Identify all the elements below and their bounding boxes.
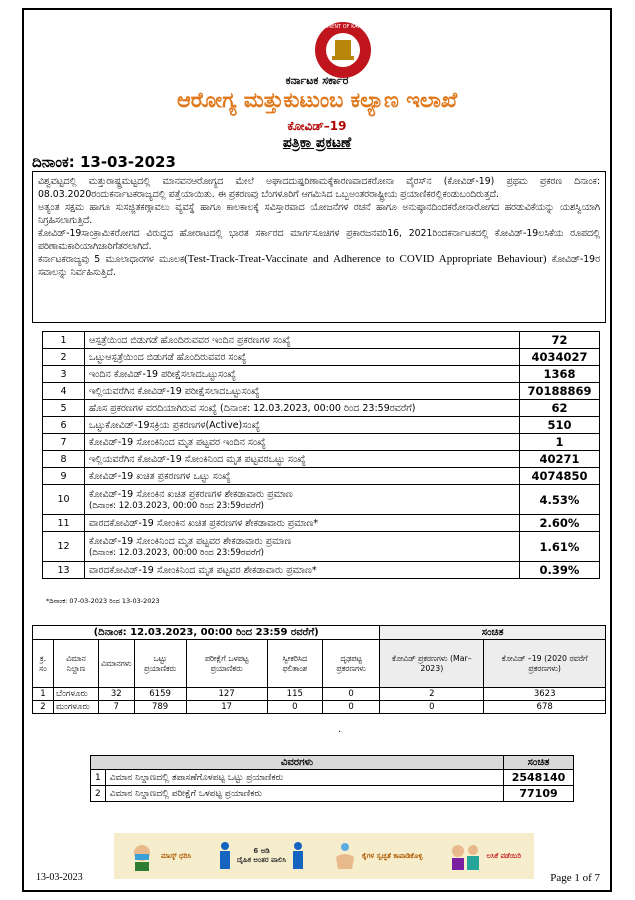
- page-number: Page 1 of 7: [550, 872, 600, 884]
- summary-row: [91, 770, 574, 786]
- stats-label: ಕೋವಿಡ್-19 ಸೋಂಕಿನಿಂದ ಮೃತ ಪಟ್ಟವರ ಇಂದಿನ ಸಂಖ್ಯೆ: [89, 436, 266, 448]
- person-icon: [217, 841, 233, 871]
- stats-label: ವಾರದಕೋವಿಡ್-19 ಸೋಂಕಿನಿಂದ ಮೃತ ಪಟ್ಟವರ ಶೇಕಡಾವಾರು ಪ್ರಮಾಣ*: [89, 564, 317, 576]
- stats-label: ಇಲ್ಲಿಯವರೆಗಿನ ಕೋವಿಡ್-19 ಸೋಂಕಿನಿಂದ ಮೃತ ಪಟ್ಟವರಒಟ್ಟು ಸಂಖ್ಯೆ: [89, 453, 306, 465]
- stats-row: [43, 349, 600, 366]
- stats-row: [43, 383, 600, 400]
- stats-value: 70188869: [520, 383, 600, 400]
- department-title: ಆರೋಗ್ಯ ಮತ್ತುಕುಟುಂಬ ಕಲ್ಯಾಣ ಇಲಾಖೆ: [176, 88, 458, 112]
- stats-no: 9: [43, 468, 85, 485]
- summary-label: ವಿಮಾನ ನಿಲ್ದಾಣದಲ್ಲಿ ಪರೀಕ್ಷೆಗೆ ಒಳಪಟ್ಟ ಪ್ರಯಾಣಿಕರು: [105, 786, 503, 802]
- banner-mask-text: ಮಾಸ್ಕ್ ಧರಿಸಿ: [160, 851, 192, 860]
- stats-value: 4034027: [520, 349, 600, 366]
- summary-value: 77109: [504, 786, 574, 802]
- banner-vaccine: [448, 841, 521, 871]
- airport-col-header: ವಿಮಾನ ನಿಲ್ದಾಣ: [53, 640, 98, 688]
- stats-row: [43, 434, 600, 451]
- stats-no: 3: [43, 366, 85, 383]
- airport-col-header: ದೃಢಪಟ್ಟ ಪ್ರಕರಣಗಳು: [322, 640, 379, 688]
- stats-value: 2.60%: [520, 515, 600, 532]
- intro-paragraph-1: ವಿಶ್ವವಟ್ಟದಲ್ಲಿ ಮತ್ತುರಾಷ್ಟ್ರಮಟ್ಟದಲ್ಲಿ ಮಾನವನಆರೋಗ್ಯದ ಮೇಲೆ ಅಘಾದದುಷ್ಪರಿಣಾಮಕ್ಕೆಕಾರಣವಾದಕರೋನಾ ವೈರಸ್‌ನ (ಕೋವಿಡ್-19) ಪ್ರಥಮ ಪ್ರಕರಣ ದಿನಾಂಕ: 08.03.2020ರಂದುಕರ್ನಾಟಕರಾಜ್ಯದಲ್ಲಿ ಪತ್ತೆಯಾಯಿತು. ಈ ಪ್ರಕರಣವು ಬೆಂಗಳೂರಿಗೆ ಆಗಮಿಸಿದ ಒಬ್ಬಅಂತರರಾಷ್ಟ್ರೀಯ ಪ್ರಯಾಣಿಕರಲ್ಲಿಕಂಡುಬಂದಿರುತ್ತದೆ.: [38, 176, 600, 200]
- stats-no: 11: [43, 515, 85, 532]
- airport-cell: 789: [134, 701, 186, 714]
- stats-label: ಒಟ್ಟುಆಸ್ಪತ್ರೆಯಿಂದ ಬಿಡುಗಡೆ ಹೊಂದಿರುವವರ ಸಂಖ್ಯೆ: [89, 351, 247, 363]
- stats-row: [43, 532, 600, 562]
- stats-label: ಕೋವಿಡ್-19 ಸೋಂಕಿನಿಂದ ಮೃತ ಪಟ್ಟವರ ಶೇಕಡಾವಾರು ಪ್ರಮಾಣ: [89, 535, 292, 547]
- banner-mask: [127, 841, 191, 871]
- airport-col-header: ಒಟ್ಟು ಪ್ರಯಾಣಿಕರು: [134, 640, 186, 688]
- airport-col-header: ಕೋವಿಡ್ –19 (2020 ರವರೆಗೆ ಪ್ರಕರಣಗಳು): [484, 640, 606, 688]
- airport-col-header: ಸ್ವೀಕರಿಸಿದ ಫಲಿತಾಂಶ: [267, 640, 322, 688]
- stats-no: 1: [43, 332, 85, 349]
- airport-cell: 1: [33, 688, 54, 701]
- svg-text:GOVERNMENT OF KARNATAKA: GOVERNMENT OF KARNATAKA: [305, 24, 381, 30]
- karnataka-emblem-icon: [305, 20, 381, 80]
- stats-label-cell: [85, 332, 520, 349]
- airport-cell: 3623: [484, 688, 606, 701]
- intro-paragraph-2: ಅತ್ಯಂತ ಸಕ್ಷಮ ಹಾಗೂ ಸುಸಜ್ಜಿತಕಣ್ಗಾವಲು ವ್ಯವಸ್ಥೆ ಹಾಗೂ ಕಾಲಕಾಲಕ್ಕೆ ಸವಿಸ್ತಾರವಾದ ಯೋಜನೆಗಳ ರಚನೆ ಹಾಗೂ ಅನುಷ್ಠಾನದಿಂದಕರೋನಾರೋಗದ ಹರಡುವಿಕೆಯನ್ನು ಯಶಸ್ವಿಯಾಗಿ ನಿಗ್ರಹಿಸಲಾಗುತ್ತಿದೆ.: [38, 202, 600, 226]
- airport-cell: 0: [267, 701, 322, 714]
- stats-label: ಕೋವಿಡ್-19 ಖಚಿತ ಪ್ರಕರಣಗಳ ಒಟ್ಟು ಸಂಖ್ಯೆ: [89, 470, 231, 482]
- stats-no: 13: [43, 562, 85, 579]
- stats-label-cell: [85, 562, 520, 579]
- stats-value: 4074850: [520, 468, 600, 485]
- airport-cell: ಮಂಗಳೂರು: [53, 701, 98, 714]
- banner-hands: [332, 841, 423, 871]
- airport-cell: 678: [484, 701, 606, 714]
- stats-value: 4.53%: [520, 485, 600, 515]
- covid-label: ಕೋವಿಡ್–19: [287, 119, 347, 133]
- safety-banner: [114, 833, 534, 879]
- stats-no: 6: [43, 417, 85, 434]
- summary-table: [90, 755, 574, 802]
- stats-value: 1368: [520, 366, 600, 383]
- stats-no: 5: [43, 400, 85, 417]
- separator-dot: .: [338, 724, 342, 735]
- airport-row: [33, 688, 606, 701]
- stats-row: [43, 451, 600, 468]
- airport-col-header: ಕೋವಿಡ್ ಪ್ರಕರಣಗಳು (Mar–2023): [380, 640, 484, 688]
- person-icon: [290, 841, 306, 871]
- stats-value: 1.61%: [520, 532, 600, 562]
- airport-cell: 115: [267, 688, 322, 701]
- press-release-page: [22, 8, 612, 892]
- stats-no: 8: [43, 451, 85, 468]
- stats-label: ಹೊಸ ಪ್ರಕರಣಗಳ ವರದಿಯಾಗಿರುವ ಸಂಖ್ಯೆ (ದಿನಾಂಕ: 12.03.2023, 00:00 ರಿಂದ 23:59ರವರೆಗೆ): [89, 402, 416, 414]
- airport-table: [32, 625, 606, 714]
- summary-row: [91, 786, 574, 802]
- banner-distance-value: 6 ಅಡಿ: [253, 847, 270, 855]
- stats-row: [43, 332, 600, 349]
- stats-label-cell: [85, 417, 520, 434]
- stats-row: [43, 400, 600, 417]
- stats-row: [43, 515, 600, 532]
- airport-col-header: ಕ್ರ. ಸಂ: [33, 640, 54, 688]
- airport-cell: 0: [380, 701, 484, 714]
- airport-cumulative-header: ಸಂಚಿತ: [380, 626, 606, 640]
- summary-label: ವಿಮಾನ ನಿಲ್ದಾಣದಲ್ಲಿ ತಪಾಸಣೆಗೊಳಪಟ್ಟ ಒಟ್ಟು ಪ್ರಯಾಣಿಕರು: [105, 770, 503, 786]
- stats-no: 2: [43, 349, 85, 366]
- summary-value: 2548140: [504, 770, 574, 786]
- banner-hands-text: ಕೈಗಳ ಸ್ವಚ್ಛತೆ ಕಾಪಾಡಿಕೊಳ್ಳಿ: [362, 851, 423, 860]
- stats-no: 4: [43, 383, 85, 400]
- stats-label-cell: [85, 349, 520, 366]
- airport-cell: ಬೆಂಗಳೂರು: [53, 688, 98, 701]
- summary-head-value: ಸಂಚಿತ: [504, 756, 574, 770]
- stats-row: [43, 468, 600, 485]
- stats-no: 7: [43, 434, 85, 451]
- stats-table: [42, 331, 600, 579]
- airport-col-header: ಪರೀಕ್ಷೆಗೆ ಒಳಪಟ್ಟ ಪ್ರಯಾಣಿಕರು: [186, 640, 267, 688]
- airport-row: [33, 701, 606, 714]
- stats-label: ಇಲ್ಲಿಯವರೆಗಿನ ಕೋವಿಡ್-19 ಪರೀಕ್ಷೆಸಲಾದಒಟ್ಟುಸಂಖ್ಯೆ: [89, 385, 260, 397]
- airport-cell: 17: [186, 701, 267, 714]
- stats-label-cell: [85, 485, 520, 515]
- stats-row: [43, 417, 600, 434]
- government-name: ಕರ್ನಾಟಕ ಸರ್ಕಾರ: [285, 74, 349, 87]
- intro-box: [32, 171, 606, 323]
- airport-period: (ದಿನಾಂಕ: 12.03.2023, 00:00 ರಿಂದ 23:59 ರವರೆಗೆ): [33, 626, 380, 640]
- intro-p4-end: ಕೋವಿಡ್-19ರ ಸವಾಲನ್ನು ನಿರ್ವಹಿಸುತ್ತಿದೆ.: [38, 254, 600, 278]
- intro-p4-english: (Test-Track-Treat-Vaccinate and Adherence to COVID Appropriate Behaviour): [184, 253, 547, 265]
- stats-no: 12: [43, 532, 85, 562]
- stats-label-cell: [85, 400, 520, 417]
- summary-no: 2: [91, 786, 106, 802]
- stats-sub: (ದಿನಾಂಕ: 12.03.2023, 00:00 ರಿಂದ 23:59ರವರೆಗೆ): [89, 500, 264, 511]
- footer-date: 13-03-2023: [36, 872, 83, 883]
- banner-distance-text: ದೈಹಿಕ ಅಂತರ ಪಾಲಿಸಿ: [237, 856, 287, 864]
- stats-row: [43, 485, 600, 515]
- stats-value: 1: [520, 434, 600, 451]
- mask-icon: [127, 841, 157, 871]
- airport-cell: 0: [322, 688, 379, 701]
- stats-value: 72: [520, 332, 600, 349]
- stats-label-cell: [85, 532, 520, 562]
- airport-cell: 0: [322, 701, 379, 714]
- date-range-note: *ದಿನಾಂಕ: 07-03-2023 ರಿಂದ 13-03-2023: [46, 597, 160, 605]
- airport-cell: 7: [99, 701, 134, 714]
- summary-head-label: ವಿವರಗಳು: [91, 756, 504, 770]
- stats-label: ಕೋವಿಡ್-19 ಸೋಂಕಿನ ಖಚಿತ ಪ್ರಕರಣಗಳ ಶೇಕಡಾವಾರು ಪ್ರಮಾಣ: [89, 488, 293, 500]
- stats-label-cell: [85, 434, 520, 451]
- press-release-title: ಪತ್ರಿಕಾ ಪ್ರಕಟಣೆ: [282, 135, 352, 151]
- stats-label-cell: [85, 451, 520, 468]
- stats-no: 10: [43, 485, 85, 515]
- vaccine-icon: [448, 841, 482, 871]
- stats-value: 40271: [520, 451, 600, 468]
- summary-no: 1: [91, 770, 106, 786]
- stats-value: 0.39%: [520, 562, 600, 579]
- stats-row: [43, 366, 600, 383]
- stats-label: ಇಂದಿನ ಕೋವಿಡ್-19 ಪರೀಕ್ಷೆಸಲಾದಒಟ್ಟುಸಂಖ್ಯೆ: [89, 368, 236, 380]
- intro-paragraph-4: [38, 253, 600, 279]
- stats-label-cell: [85, 515, 520, 532]
- stats-label: ವಾರದಕೋವಿಡ್-19 ಸೋಂಕಿನ ಖಚಿತ ಪ್ರಕರಣಗಳ ಶೇಕಡಾವಾರು ಪ್ರಮಾಣ*: [89, 517, 319, 529]
- stats-sub: (ದಿನಾಂಕ: 12.03.2023, 00:00 ರಿಂದ 23:59ರವರೆಗೆ): [89, 547, 264, 558]
- intro-paragraph-3: ಕೋವಿಡ್-19ಸಾಂಕ್ರಾಮಿಕರೋಗದ ವಿರುದ್ಧದ ಹೋರಾಟದಲ್ಲಿ ಭಾರತ ಸರ್ಕಾರದ ಮಾರ್ಗಸೂಚಿಗಳ ಪ್ರಕಾರಜನವರಿ16, 2021ರಿಂದಕರ್ನಾಟಕದಲ್ಲಿ ಕೋವಿಡ್-19ಲಸಿಕೆಯ ರೂಪದಲ್ಲಿ ಪರಿಣಾಮಕಾರಿಯಾಗಿಜಾರಿಗೆತರಲಾಗಿದೆ.: [38, 228, 600, 252]
- airport-cell: 6159: [134, 688, 186, 701]
- intro-p4-start: ಕರ್ನಾಟಕರಾಜ್ಯವು 5 ಮೂಲಾಧಾರಗಳ ಮೂಲಕ: [38, 254, 185, 265]
- hand-wash-icon: [332, 841, 358, 871]
- stats-label: ಒಟ್ಟುಕೋವಿಡ್-19ಸಕ್ರಿಯ ಪ್ರಕರಣಗಳ(Active)ಸಂಖ್ಯೆ: [89, 419, 261, 431]
- airport-cell: 32: [99, 688, 134, 701]
- release-date: ದಿನಾಂಕ: 13-03-2023: [32, 153, 176, 171]
- airport-cell: 2: [380, 688, 484, 701]
- stats-row: [43, 562, 600, 579]
- airport-col-header: ವಿಮಾನಗಳು: [99, 640, 134, 688]
- airport-cell: 2: [33, 701, 54, 714]
- banner-vaccine-text: ಲಸಿಕೆ ಪಡೆಯಿರಿ: [486, 851, 522, 860]
- stats-label-cell: [85, 468, 520, 485]
- stats-label-cell: [85, 383, 520, 400]
- stats-label-cell: [85, 366, 520, 383]
- airport-cell: 127: [186, 688, 267, 701]
- banner-distance: [217, 841, 306, 871]
- stats-label: ಆಸ್ಪತ್ರೆಯಿಂದ ಬಿಡುಗಡೆ ಹೊಂದಿರುವವರ ಇಂದಿನ ಪ್ರಕರಣಗಳ ಸಂಖ್ಯೆ: [89, 334, 291, 346]
- stats-value: 62: [520, 400, 600, 417]
- stats-value: 510: [520, 417, 600, 434]
